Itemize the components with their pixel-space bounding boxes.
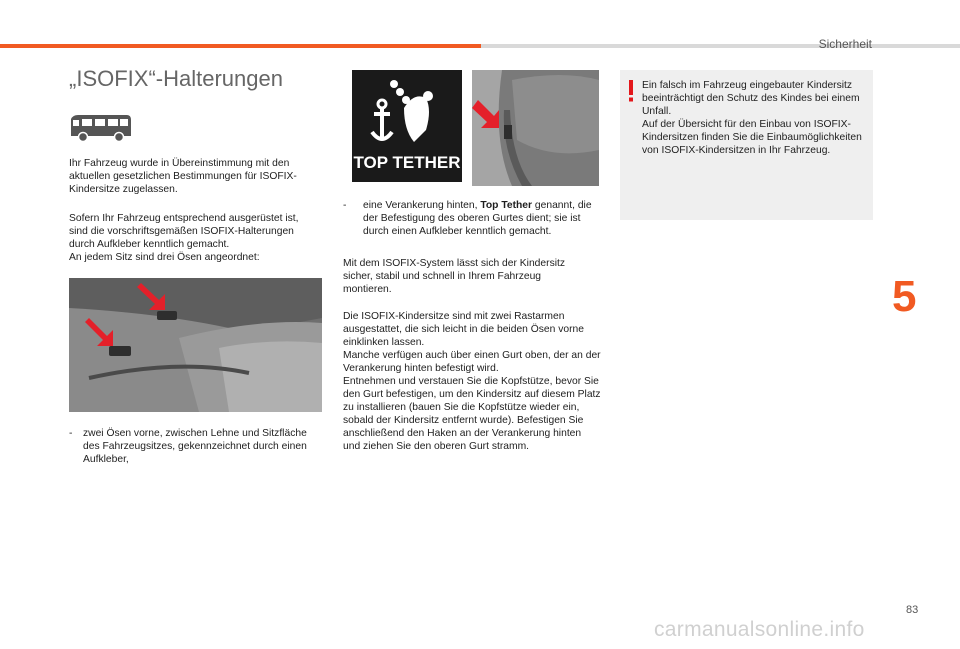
bullet-text: zwei Ösen vorne, zwischen Lehne und Sitzfläche des Fahrzeugsitzes, gekennzeichnet durch einen Aufkleber, [83,428,307,465]
details-line: Entnehmen und verstauen Sie die Kopfstütze, bevor Sie den Gurt befestigen, um den Kindersitz auf diesem Platz zu installieren (bauen Sie die Kopfstütze wieder ein, sobald der Kindersitz entfernt wurde). Befestigen Sie anschließend den Haken an der Verankerung hinten und ziehen Sie den oberen Gurt stramm. [343,376,601,452]
warning-exclamation-icon [628,80,634,102]
top-tether-text: TOP TETHER [353,153,461,172]
chapter-number: 5 [892,272,917,321]
details-line: Die ISOFIX-Kindersitze sind mit zwei Rastarmen ausgestattet, die sich leicht in die beiden Ösen vorne einklinken lassen. [343,311,584,348]
page-title: „ISOFIX“-Halterungen [69,66,283,91]
bullet-top-tether [343,199,598,238]
equipment-line: Sofern Ihr Fahrzeug entsprechend ausgerüstet ist, [69,213,299,224]
equipment-line: durch Aufkleber kenntlich gemacht. [69,239,230,250]
mounting-paragraph: Mit dem ISOFIX-System lässt sich der Kindersitz sicher, stabil und schnell in Ihrem Fahrzeug montieren. [343,258,566,295]
details-line: Manche verfügen auch über einen Gurt oben, der an der Verankerung hinten befestigt wird. [343,350,601,374]
bullet-dash: - [69,428,73,439]
bullet-text-part: eine Verankerung hinten, [363,200,481,211]
bullet-dash: - [343,200,347,211]
isofix-details-paragraph [343,310,601,453]
header-accent-bar [0,44,481,48]
header-rule [481,44,960,48]
bullet-text-part: genannt, die der Befestigung des oberen Gurtes dient; sie ist durch einen Aufkleber kenntlich gemacht. [363,200,592,237]
warning-line: Auf der Übersicht für den Einbau von ISOFIX-Kindersitzen finden Sie die Einbaumöglichkeiten von ISOFIX-Kindersitzen in Ihr Fahrzeug. [642,119,862,156]
equipment-paragraph [69,212,319,264]
equipment-line: An jedem Sitz sind drei Ösen angeordnet: [69,252,260,263]
warning-line: Ein falsch im Fahrzeug eingebauter Kindersitz beeinträchtigt den Schutz des Kindes bei einem Unfall. [642,80,860,117]
page-number: 83 [906,604,919,616]
footer-watermark: carmanualsonline.info [654,618,865,641]
warning-text [642,79,872,157]
intro-paragraph: Ihr Fahrzeug wurde in Übereinstimmung mit den aktuellen gesetzlichen Bestimmungen für ISOFIX-Kindersitze zugelassen. [69,158,297,195]
rear-seat-isofix-photo [69,278,322,412]
top-tether-label-image [352,70,462,182]
bullet-text [363,199,598,238]
section-title: Sicherheit [818,37,872,51]
headrest-anchor-photo [472,70,599,186]
equipment-line: sind die vorschriftsgemäßen ISOFIX-Halterungen [69,226,294,237]
bullet-front-anchors [69,427,322,466]
van-icon [69,112,133,144]
top-tether-term: Top Tether [480,200,533,211]
